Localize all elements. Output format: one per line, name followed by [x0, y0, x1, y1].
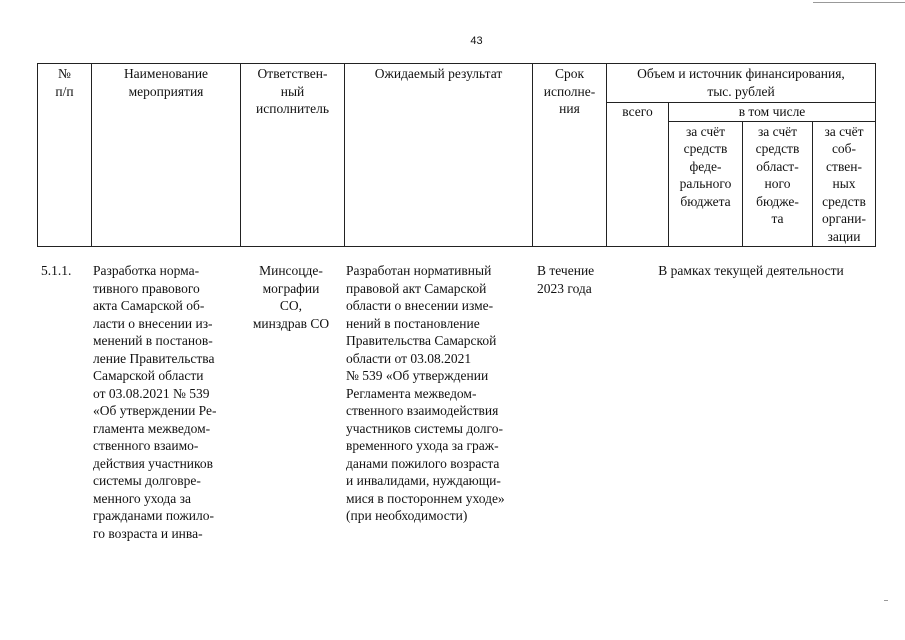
- row-executor: Минсоцде- мографии СО, минздрав СО: [252, 263, 330, 331]
- row-name: Разработка норма- тивного правового акта Самарской об- ласти о внесении из- менений в постанов- ление Правительства Самарской области от 03.08.2021 № 539 «Об утверждении Ре- гламента межведом- ственного взаимо- действия участников системы долговре- менного ухода за гражданами пожило- го возраста и инва-: [93, 263, 217, 541]
- header-result: Ожидаемый результат: [345, 64, 533, 247]
- header-term: Срок исполне- ния: [533, 64, 607, 247]
- header-financing: Объем и источник финансирования, тыс. рублей: [607, 64, 876, 103]
- page-number: 43: [470, 35, 483, 47]
- header-num: № п/п: [38, 64, 92, 247]
- scan-mark-right: [884, 600, 888, 601]
- row-term: В течение 2023 года: [537, 263, 595, 296]
- table-header: [37, 63, 876, 247]
- header-name: Наименование мероприятия: [92, 64, 241, 247]
- header-own: за счёт соб- ствен- ных средств органи- зации: [813, 121, 876, 247]
- row-num: 5.1.1.: [41, 263, 72, 278]
- row-result: Разработан нормативный правовой акт Самарской области о внесении изме- нений в постановление Правительства Самарской области от 03.08.2021 № 539 «Об утверждении Регламента межведом- ственного взаимодействия участников системы долго- временного ухода за граж- данами пожилого возраста и инвалидами, нуждающи- мися в постороннем уходе» (при необходимости): [346, 263, 505, 523]
- header-executor: Ответствен- ный исполнитель: [241, 64, 345, 247]
- header-including: в том числе: [669, 103, 876, 122]
- header-federal: за счёт средств феде- рального бюджета: [669, 121, 743, 247]
- scan-mark-top: [813, 2, 905, 3]
- header-total: всего: [607, 103, 669, 247]
- header-regional: за счёт средств област- ного бюдже- та: [743, 121, 813, 247]
- row-financing: В рамках текущей деятельности: [658, 263, 844, 278]
